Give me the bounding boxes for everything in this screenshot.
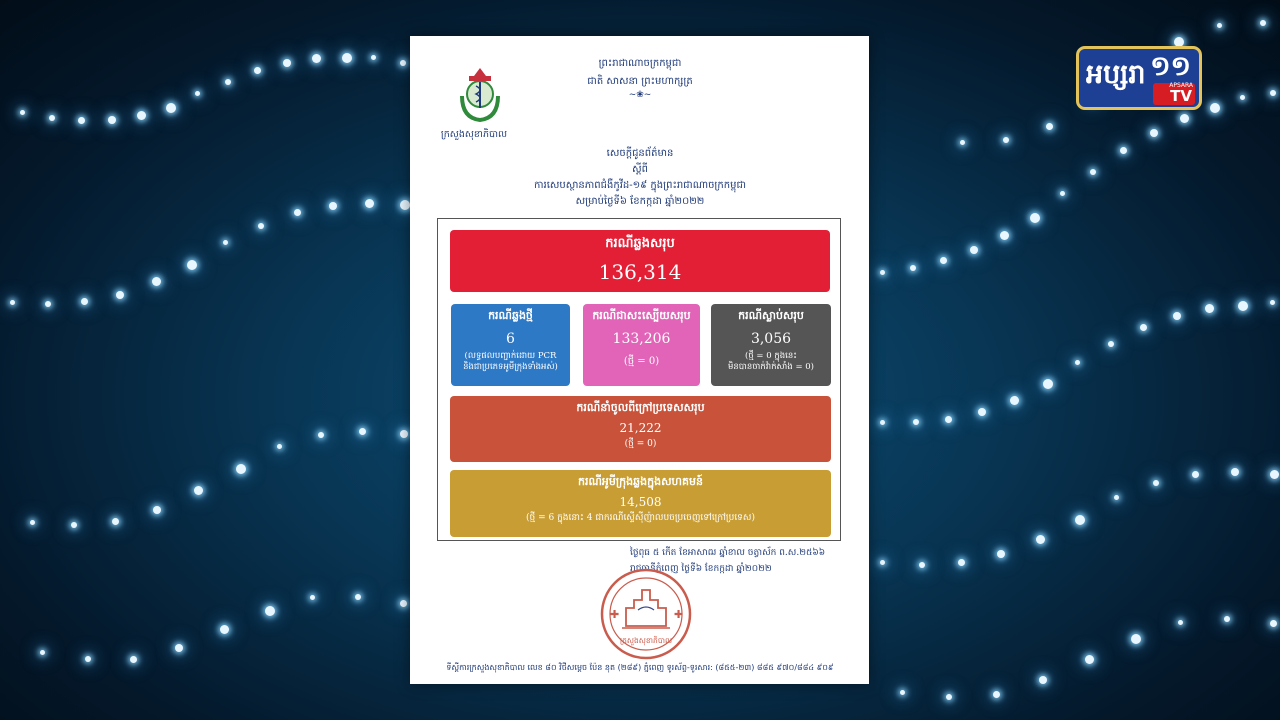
new-cases-label: ករណីឆ្លងថ្មី	[488, 309, 533, 322]
press-release-title: សេចក្តីជូនព័ត៌មាន	[606, 148, 674, 159]
logo-apsara-text: APSARA	[1169, 82, 1193, 89]
press-release-document	[410, 36, 869, 684]
bokeh-dot	[945, 416, 952, 423]
bokeh-dot	[1090, 169, 1096, 175]
ministry-seal-icon	[598, 566, 694, 662]
bokeh-dot	[152, 277, 161, 286]
bokeh-dot	[1270, 90, 1276, 96]
logo-tv-text: TV	[1170, 87, 1192, 105]
bokeh-dot	[85, 656, 91, 662]
bokeh-dot	[116, 291, 124, 299]
bokeh-dot	[960, 140, 965, 145]
bokeh-dot	[137, 111, 146, 120]
national-motto: ជាតិ សាសនា ព្រះមហាក្សត្រ	[587, 76, 693, 87]
bokeh-dot	[946, 694, 952, 700]
bokeh-dot	[225, 79, 231, 85]
bokeh-dot	[1036, 535, 1045, 544]
bokeh-dot	[365, 199, 374, 208]
press-release-subject: ការសេបស្ថានភាពជំងឺកូវីដ-១៩ ក្នុងព្រះរាជាណាចក្រកម្ពុជា	[534, 180, 746, 191]
bokeh-dot	[175, 644, 183, 652]
bokeh-dot	[1131, 634, 1141, 644]
bokeh-dot	[355, 594, 361, 600]
bokeh-dot	[20, 110, 25, 115]
press-release-subject-label: ស្តីពី	[632, 164, 648, 175]
ministry-address: ទីស្តីការក្រសួងសុខាភិបាល លេខ ៨០ វិថីសម្តេច ប៉ែន នុត (២៨៩) ភ្នំពេញ ទូរស័ព្ទ-ទូរសារ: (៨៥៥-២៣) ៨៨៥ ៩៧០/៨៨៤ ៩០៩	[446, 663, 834, 672]
bokeh-dot	[1217, 23, 1222, 28]
new-cases-box	[451, 304, 570, 386]
bokeh-dot	[1030, 213, 1040, 223]
deaths-box	[711, 304, 831, 386]
imported-cases-value: 21,222	[619, 421, 662, 435]
bokeh-dot	[166, 103, 176, 113]
bokeh-dot	[970, 246, 978, 254]
bokeh-dot	[236, 464, 246, 474]
bokeh-dot	[1003, 137, 1009, 143]
new-cases-note	[451, 351, 570, 374]
channel-logo	[1076, 46, 1202, 110]
bokeh-dot	[958, 559, 965, 566]
bokeh-dot	[1043, 379, 1053, 389]
bokeh-dot	[913, 419, 919, 425]
bokeh-dot	[194, 486, 203, 495]
bokeh-dot	[400, 60, 406, 66]
bokeh-dot	[993, 691, 1000, 698]
bokeh-dot	[1270, 620, 1277, 627]
bokeh-dot	[1210, 103, 1220, 113]
community-cases-value: 14,508	[619, 495, 662, 509]
bokeh-dot	[1270, 470, 1279, 479]
bokeh-dot	[400, 200, 410, 210]
press-release-date: សម្រាប់ថ្ងៃទី៦ ខែកក្កដា ឆ្នាំ២០២២	[575, 196, 705, 207]
bokeh-dot	[880, 270, 885, 275]
recovered-note: (ថ្មី = 0)	[623, 356, 660, 367]
bokeh-dot	[254, 67, 261, 74]
bokeh-dot	[1231, 468, 1239, 476]
bokeh-dot	[342, 53, 352, 63]
imported-cases-label: ករណីនាំចូលពីក្រៅប្រទេសសរុប	[576, 401, 705, 414]
recovered-label: ករណីជាសះស្បើយសរុប	[592, 309, 691, 322]
bokeh-dot	[1238, 301, 1248, 311]
bokeh-dot	[1153, 480, 1159, 486]
bokeh-dot	[1150, 129, 1158, 137]
new-cases-note-line1: (លទ្ធផលបញ្ជាក់ដោយ PCR	[464, 351, 557, 361]
bokeh-dot	[880, 560, 885, 565]
total-cases-value: 136,314	[598, 260, 682, 284]
bokeh-dot	[71, 522, 77, 528]
deaths-note-line1: (ថ្មី = 0 ក្នុងនេះ	[745, 351, 797, 361]
bokeh-dot	[30, 520, 35, 525]
bokeh-dot	[1140, 324, 1147, 331]
bokeh-dot	[187, 260, 197, 270]
bokeh-dot	[45, 301, 51, 307]
deaths-note	[711, 351, 831, 374]
bokeh-dot	[359, 428, 366, 435]
bokeh-dot	[10, 300, 15, 305]
bokeh-dot	[880, 420, 885, 425]
bokeh-dot	[294, 209, 301, 216]
bokeh-dot	[277, 444, 282, 449]
bokeh-dot	[283, 59, 291, 67]
bokeh-dot	[310, 595, 315, 600]
recovered-box	[583, 304, 700, 386]
bokeh-dot	[1180, 114, 1189, 123]
kingdom-title: ព្រះរាជាណាចក្រកម្ពុជា	[598, 58, 682, 69]
deaths-value: 3,056	[750, 331, 792, 347]
new-cases-note-line2: និងជាប្រភេទអូមីក្រុងទាំងអស់)	[463, 362, 558, 373]
bokeh-dot	[112, 518, 119, 525]
community-cases-label: ករណីអូមីក្រុងឆ្លងក្នុងសហគមន៍	[578, 475, 703, 488]
bokeh-dot	[312, 54, 321, 63]
bokeh-dot	[400, 430, 408, 438]
bokeh-dot	[130, 656, 137, 663]
logo-number: ១១	[1150, 51, 1191, 82]
bokeh-dot	[1000, 231, 1009, 240]
bokeh-dot	[49, 115, 55, 121]
bokeh-dot	[1010, 396, 1019, 405]
bokeh-dot	[195, 91, 200, 96]
bokeh-dot	[1260, 20, 1266, 26]
logo-khmer-text: អប្សរា	[1086, 59, 1146, 90]
bokeh-dot	[919, 562, 925, 568]
bokeh-dot	[1224, 616, 1230, 622]
bokeh-dot	[318, 432, 324, 438]
bokeh-dot	[40, 650, 45, 655]
bokeh-dot	[940, 257, 947, 264]
lunar-date: ថ្ងៃពុធ ៥ កើត ខែអាសាឍ ឆ្នាំខាល ចត្វាស័ក ព.ស.២៥៦៦	[630, 548, 826, 558]
bokeh-dot	[910, 265, 916, 271]
deaths-label: ករណីស្លាប់សរុប	[738, 309, 804, 322]
imported-cases-box	[450, 396, 831, 462]
bokeh-dot	[978, 408, 986, 416]
community-cases-note: (ថ្មី = 6 ក្នុងនោះ 4 ជាករណីស្ទើស៊ីញ៉ាលបចប្រចេញទៅក្រៅប្រទេស)	[526, 513, 755, 523]
signing-date: រាជធានីភ្នំពេញ ថ្ងៃទី៦ ខែកក្កដា ឆ្នាំ២០២២	[630, 564, 772, 574]
recovered-value: 133,206	[612, 331, 671, 347]
bokeh-dot	[265, 606, 275, 616]
bokeh-dot	[997, 550, 1005, 558]
bokeh-dot	[258, 223, 264, 229]
ministry-name: ក្រសួងសុខាភិបាល	[440, 129, 508, 140]
bokeh-dot	[1085, 655, 1094, 664]
bokeh-dot	[900, 690, 905, 695]
community-cases-box	[450, 470, 831, 537]
bokeh-dot	[81, 298, 88, 305]
bokeh-dot	[1075, 515, 1085, 525]
bokeh-dot	[1178, 620, 1183, 625]
deaths-note-line2: មិនបានចាក់វ៉ាក់សាំង = 0)	[728, 362, 814, 373]
bokeh-dot	[78, 117, 85, 124]
svg-text:✚: ✚	[610, 608, 620, 621]
ministry-emblem-icon	[454, 62, 506, 124]
bokeh-dot	[1075, 360, 1080, 365]
bokeh-dot	[400, 600, 407, 607]
statistics-panel	[437, 218, 841, 541]
new-cases-value: 6	[506, 331, 515, 347]
bokeh-dot	[1046, 123, 1053, 130]
motto-ornament-icon: ~❀~	[628, 90, 652, 100]
total-cases-box	[450, 230, 830, 292]
bokeh-dot	[1205, 304, 1214, 313]
bokeh-dot	[1240, 95, 1245, 100]
bokeh-dot	[1120, 147, 1127, 154]
bokeh-dot	[220, 625, 229, 634]
bokeh-dot	[1039, 676, 1047, 684]
bokeh-dot	[108, 116, 116, 124]
bokeh-dot	[329, 202, 337, 210]
bokeh-dot	[371, 55, 376, 60]
bokeh-dot	[153, 506, 161, 514]
seal-caption: ក្រសួងសុខាភិបាល	[619, 636, 673, 645]
bokeh-dot	[1060, 191, 1065, 196]
bokeh-dot	[223, 240, 228, 245]
bokeh-dot	[1270, 300, 1275, 305]
bokeh-dot	[1173, 312, 1181, 320]
bokeh-dot	[1108, 341, 1114, 347]
total-cases-label: ករណីឆ្លងសរុប	[605, 236, 675, 251]
svg-text:✚: ✚	[674, 608, 684, 621]
bokeh-dot	[1114, 495, 1119, 500]
bokeh-dot	[1192, 471, 1199, 478]
imported-cases-note: (ថ្មី = 0)	[624, 439, 657, 449]
